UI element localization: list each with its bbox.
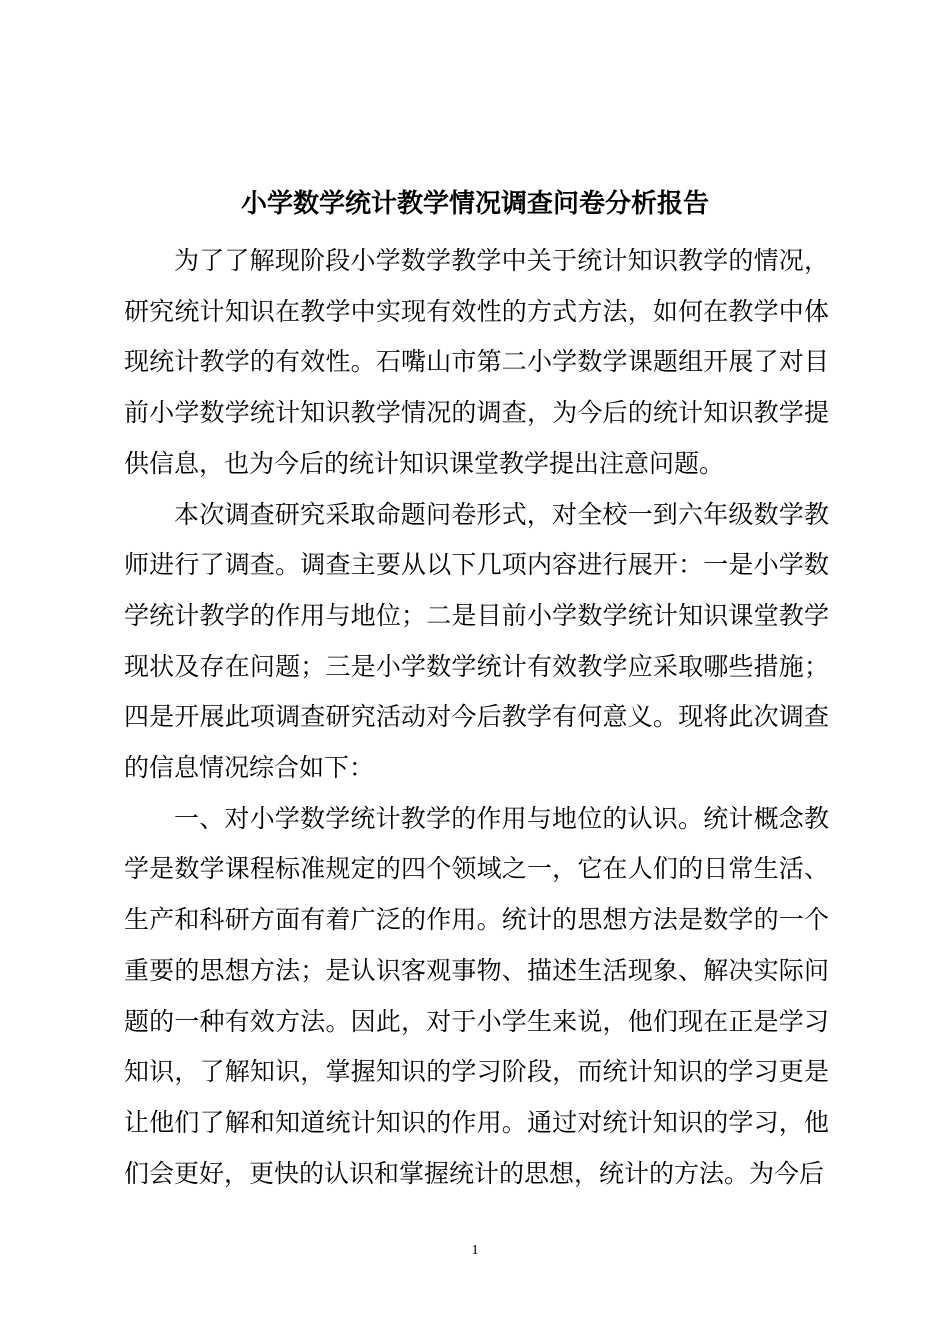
document-title: 小学数学统计教学情况调查问卷分析报告: [240, 189, 709, 219]
document-body: [124, 236, 829, 1199]
paragraph-method: 本次调查研究采取命题问卷形式，对全校一到六年级数学教师进行了调查。调查主要从以下几项内容进行展开：一是小学数学统计教学的作用与地位；二是目前小学数学统计知识课堂教学现状及存在问题；三是小学数学统计有效教学应采取哪些措施；四是开展此项调查研究活动对今后教学有何意义。现将此次调查的信息情况综合如下：: [124, 499, 829, 783]
paragraph-section-one: 一、对小学数学统计教学的作用与地位的认识。统计概念教学是数学课程标准规定的四个领域之一，它在人们的日常生活、生产和科研方面有着广泛的作用。统计的思想方法是数学的一个重要的思想方法；是认识客观事物、描述生活现象、解决实际问题的一种有效方法。因此，对于小学生来说，他们现在正是学习知识，了解知识，掌握知识的学习阶段，而统计知识的学习更是让他们了解和知道统计知识的作用。通过对统计知识的学习，他们会更好，更快的认识和掌握统计的思想，统计的方法。为今后: [124, 803, 829, 1188]
page-number: 1: [471, 1243, 479, 1258]
paragraph-intro: 为了了解现阶段小学数学教学中关于统计知识教学的情况，研究统计知识在教学中实现有效性的方式方法，如何在教学中体现统计教学的有效性。石嘴山市第二小学数学课题组开展了对目前小学数学统计知识教学情况的调查，为今后的统计知识教学提供信息，也为今后的统计知识课堂教学提出注意问题。: [124, 246, 829, 478]
